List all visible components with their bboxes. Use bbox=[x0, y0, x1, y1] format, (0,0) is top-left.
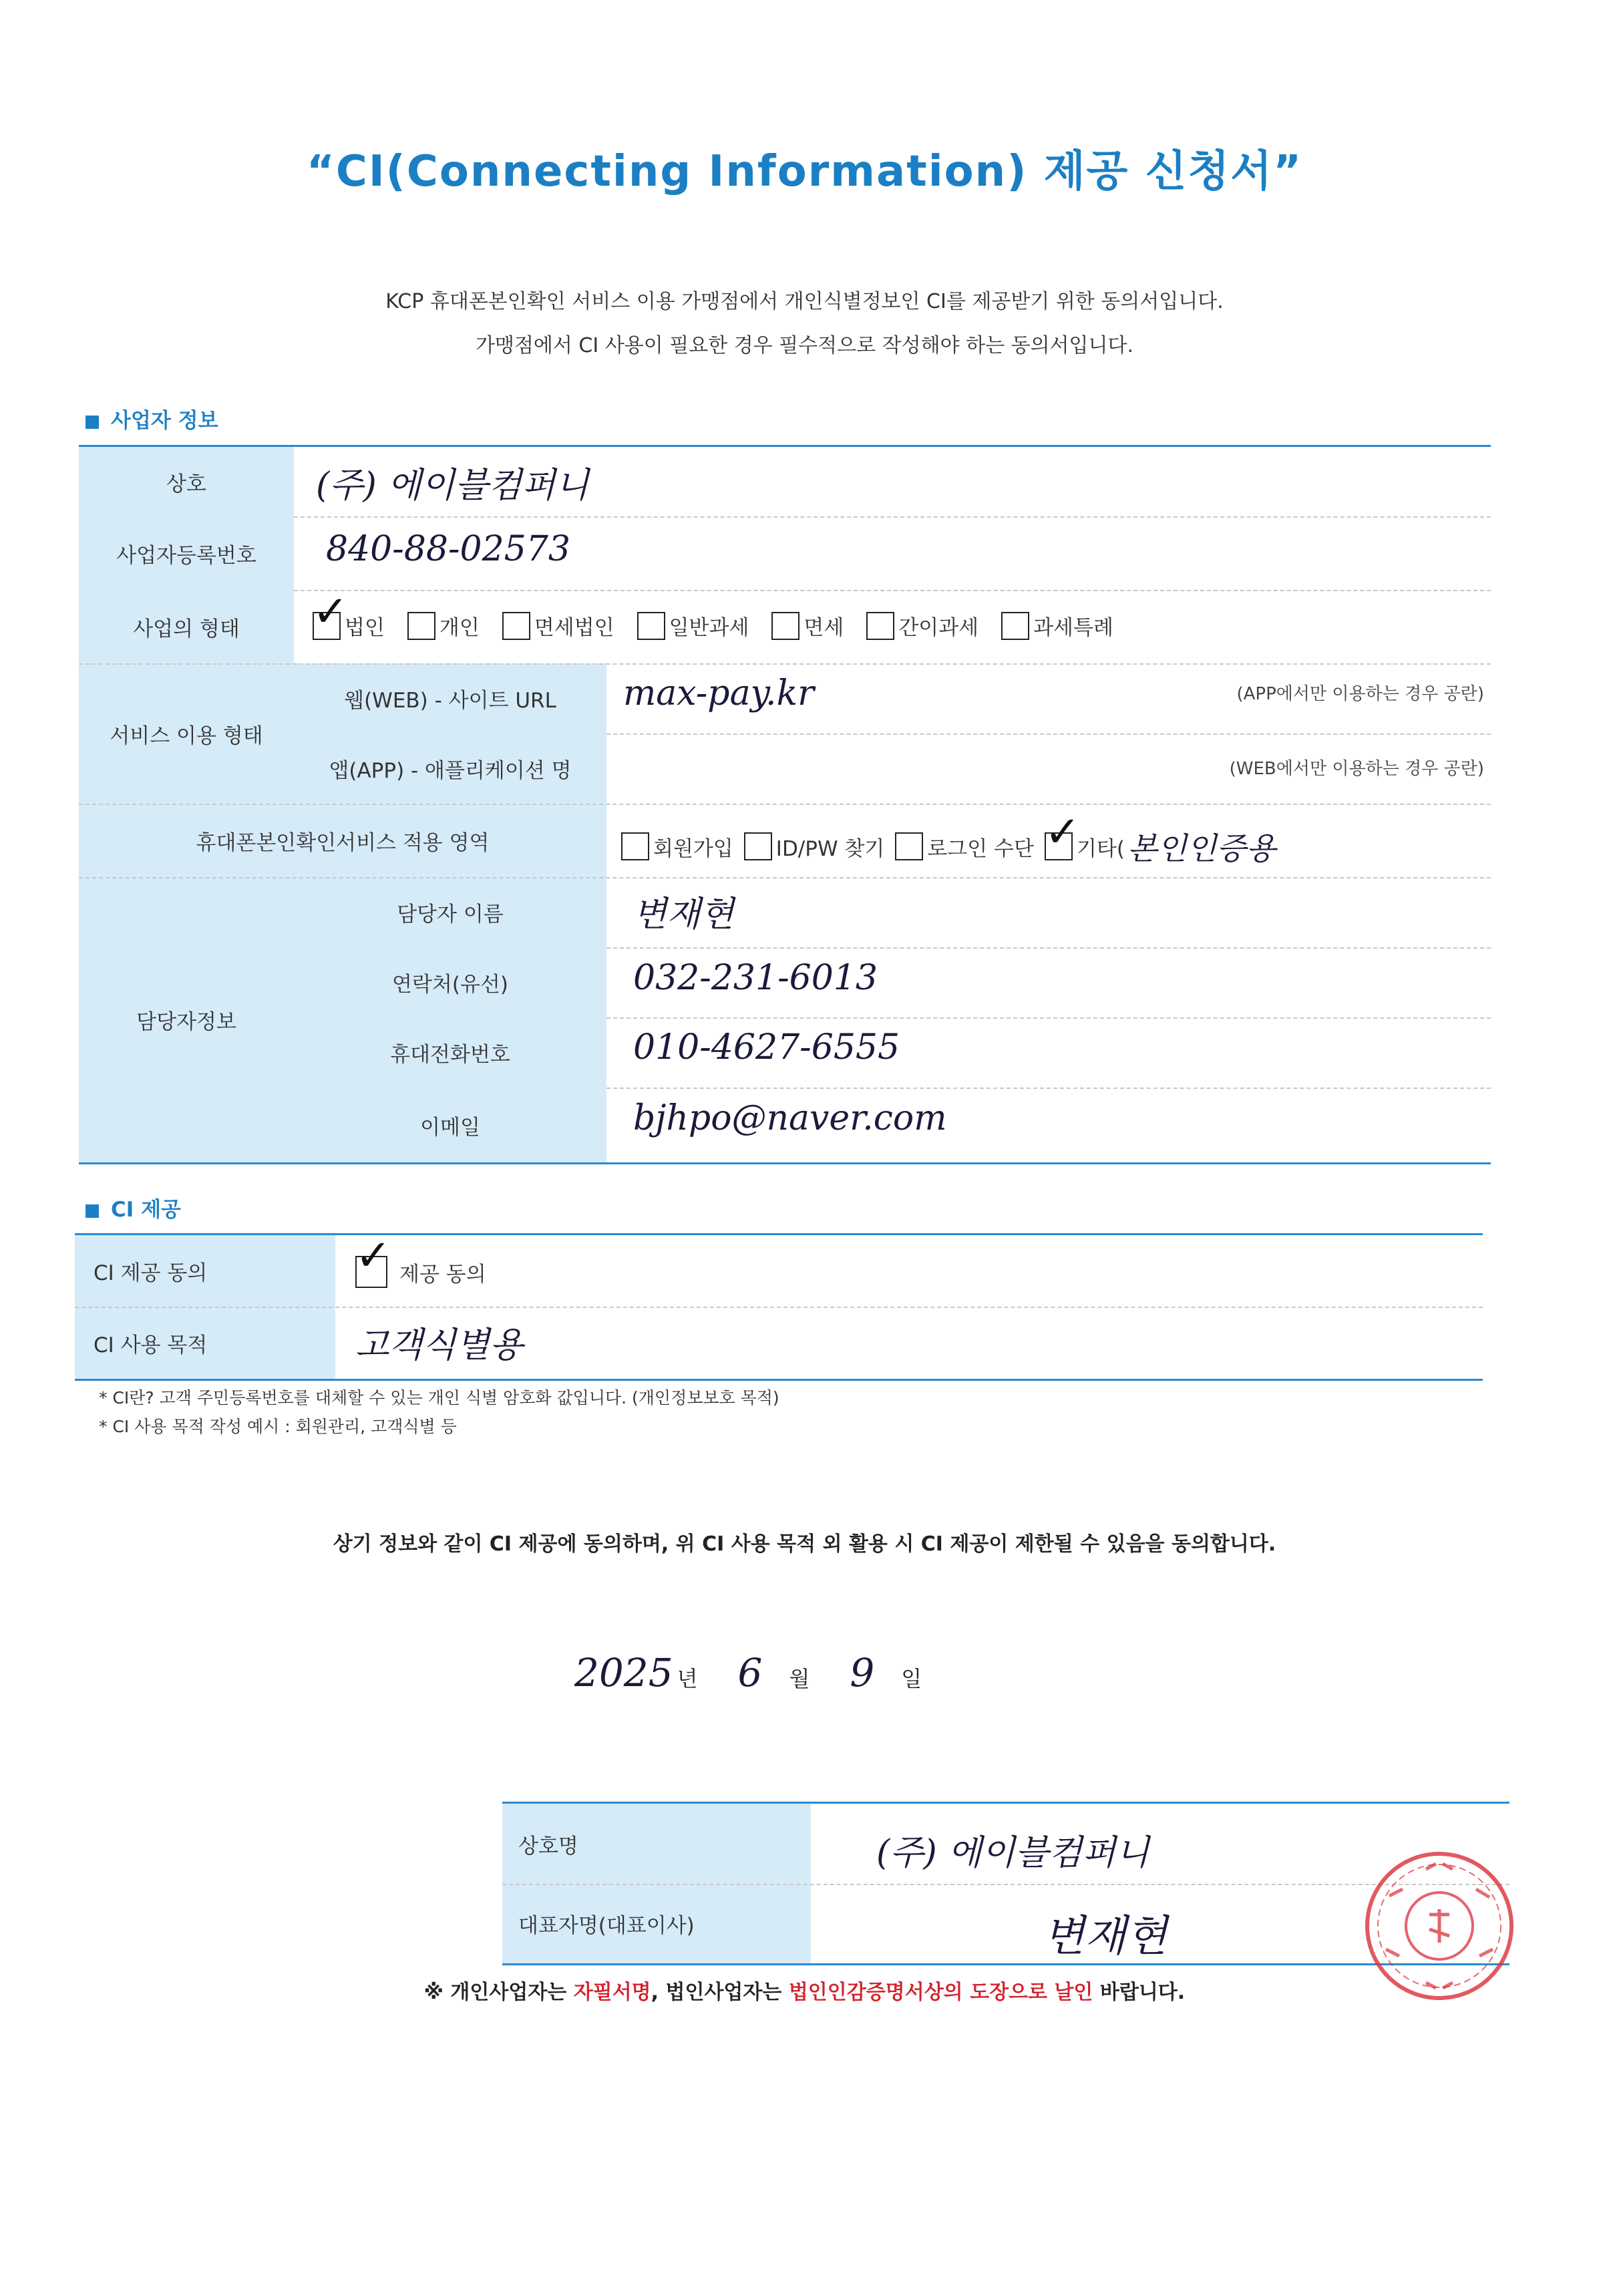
ci-table bbox=[75, 1233, 1483, 1381]
ci-note-1: * CI란? 고객 주민등록번호를 대체할 수 있는 개인 식별 암호화 값입니다. (개인정보보호 목적) bbox=[99, 1388, 779, 1408]
ci-note-2: * CI 사용 목적 작성 예시 : 회원관리, 고객식별 등 bbox=[99, 1417, 457, 1436]
ci-purpose-label: CI 사용 목적 bbox=[94, 1333, 208, 1357]
mobile-label: 휴대전화번호 bbox=[390, 1043, 510, 1067]
email-label: 이메일 bbox=[420, 1115, 480, 1140]
scope-option-login[interactable]: 로그인 수단 bbox=[895, 832, 1034, 862]
biztype-option-individual[interactable]: 개인 bbox=[407, 611, 480, 641]
biztype-option-taxfree-corp[interactable]: 면세법인 bbox=[502, 611, 614, 641]
biztype-option-general[interactable]: 일반과세 bbox=[637, 611, 749, 641]
company-value[interactable]: (주) 에이블컴퍼니 bbox=[316, 466, 589, 506]
date-month[interactable]: 6 bbox=[737, 1650, 763, 1695]
scope-option-signup[interactable]: 회원가입 bbox=[621, 832, 733, 862]
app-label: 앱(APP) - 애플리케이션 명 bbox=[329, 759, 572, 783]
check-mark-icon: ✓ bbox=[355, 1231, 391, 1281]
checkbox-taxfree-corp[interactable] bbox=[502, 612, 530, 640]
date-month-unit: 월 bbox=[789, 1666, 810, 1691]
intro-line-2: 가맹점에서 CI 사용이 필요한 경우 필수적으로 작성해야 하는 동의서입니다. bbox=[475, 334, 1134, 357]
contact-group-label: 담당자정보 bbox=[136, 1010, 236, 1034]
section-square-icon bbox=[85, 1204, 99, 1218]
footer-instruction: ※ 개인사업자는 자필서명, 법인사업자는 법인인감증명서상의 도장으로 날인 바랍니다. bbox=[423, 1981, 1186, 2004]
section-square-icon bbox=[85, 416, 99, 429]
signature-table bbox=[502, 1802, 1509, 1966]
biztype-option-simplified[interactable]: 간이과세 bbox=[866, 611, 978, 641]
phone-value[interactable]: 032-231-6013 bbox=[633, 958, 878, 998]
checkbox-special[interactable] bbox=[1001, 612, 1029, 640]
scope-label: 휴대폰본인확인서비스 적용 영역 bbox=[196, 830, 490, 855]
bizno-label: 사업자등록번호 bbox=[116, 543, 256, 568]
date-year[interactable]: 2025 bbox=[574, 1650, 673, 1695]
web-value[interactable]: max-pay.kr bbox=[623, 673, 814, 713]
date-day[interactable]: 9 bbox=[850, 1650, 875, 1695]
business-info-table bbox=[79, 445, 1491, 1166]
biztype-label: 사업의 형태 bbox=[133, 617, 240, 641]
checkbox-ci-agree[interactable] bbox=[355, 1231, 391, 1288]
sign-company-label: 상호명 bbox=[518, 1834, 578, 1858]
consent-statement: 상기 정보와 같이 CI 제공에 동의하며, 위 CI 사용 목적 외 활용 시 CI 제공이 제한될 수 있음을 동의합니다. bbox=[333, 1532, 1276, 1556]
biztype-option-corp[interactable]: ✓ 법인 bbox=[313, 587, 385, 640]
check-mark-icon: ✓ bbox=[313, 587, 349, 637]
company-label: 상호 bbox=[166, 472, 206, 496]
sign-company-value[interactable]: (주) 에이블컴퍼니 bbox=[876, 1833, 1149, 1873]
scope-option-other[interactable]: ✓ 기타( bbox=[1044, 808, 1125, 861]
email-value[interactable]: bjhpo@naver.com bbox=[633, 1098, 947, 1138]
sign-rep-label: 대표자명(대표이사) bbox=[518, 1914, 695, 1938]
intro-line-1: KCP 휴대폰본인확인 서비스 이용 가맹점에서 개인식별정보인 CI를 제공받기 위한 동의서입니다. bbox=[385, 290, 1224, 313]
date-year-unit: 년 bbox=[677, 1666, 698, 1691]
scope-option-idpw[interactable]: ID/PW 찾기 bbox=[744, 832, 885, 862]
page-title: “CI(Connecting Information) 제공 신청서” bbox=[306, 147, 1303, 196]
check-mark-icon: ✓ bbox=[1044, 808, 1081, 857]
checkbox-login[interactable] bbox=[895, 832, 923, 860]
checkbox-simplified[interactable] bbox=[866, 612, 894, 640]
scope-options bbox=[621, 808, 1276, 868]
ci-purpose-value[interactable]: 고객식별용 bbox=[355, 1325, 524, 1365]
contact-name-value[interactable]: 변재현 bbox=[633, 894, 734, 935]
checkbox-idpw[interactable] bbox=[744, 832, 772, 860]
biztype-option-taxfree[interactable]: 면세 bbox=[771, 611, 844, 641]
date-row bbox=[574, 1650, 922, 1695]
bizno-value[interactable]: 840-88-02573 bbox=[326, 529, 570, 569]
checkbox-individual[interactable] bbox=[407, 612, 435, 640]
biztype-option-special[interactable]: 과세특례 bbox=[1001, 611, 1113, 641]
checkbox-general[interactable] bbox=[637, 612, 665, 640]
service-label: 서비스 이용 형태 bbox=[110, 723, 263, 748]
scope-other-value[interactable]: 본인인증용 bbox=[1127, 830, 1276, 866]
ci-agree-label: CI 제공 동의 bbox=[94, 1261, 208, 1285]
section-heading-ci: CI 제공 bbox=[85, 1192, 181, 1222]
section-heading-business: 사업자 정보 bbox=[85, 403, 218, 434]
biztype-options bbox=[313, 587, 1136, 641]
date-day-unit: 일 bbox=[901, 1666, 922, 1691]
ci-agree-option[interactable]: ✓ 제공 동의 bbox=[355, 1256, 509, 1288]
sign-rep-value[interactable]: 변재현 bbox=[1043, 1912, 1168, 1961]
checkbox-taxfree[interactable] bbox=[771, 612, 799, 640]
app-note: (WEB에서만 이용하는 경우 공란) bbox=[1229, 759, 1484, 779]
web-label: 웹(WEB) - 사이트 URL bbox=[344, 689, 556, 713]
phone-label: 연락처(유선) bbox=[392, 973, 508, 997]
mobile-value[interactable]: 010-4627-6555 bbox=[633, 1027, 900, 1068]
checkbox-other[interactable] bbox=[1044, 808, 1081, 860]
checkbox-signup[interactable] bbox=[621, 832, 649, 860]
contact-name-label: 담당자 이름 bbox=[397, 903, 504, 927]
web-note: (APP에서만 이용하는 경우 공란) bbox=[1236, 684, 1484, 704]
